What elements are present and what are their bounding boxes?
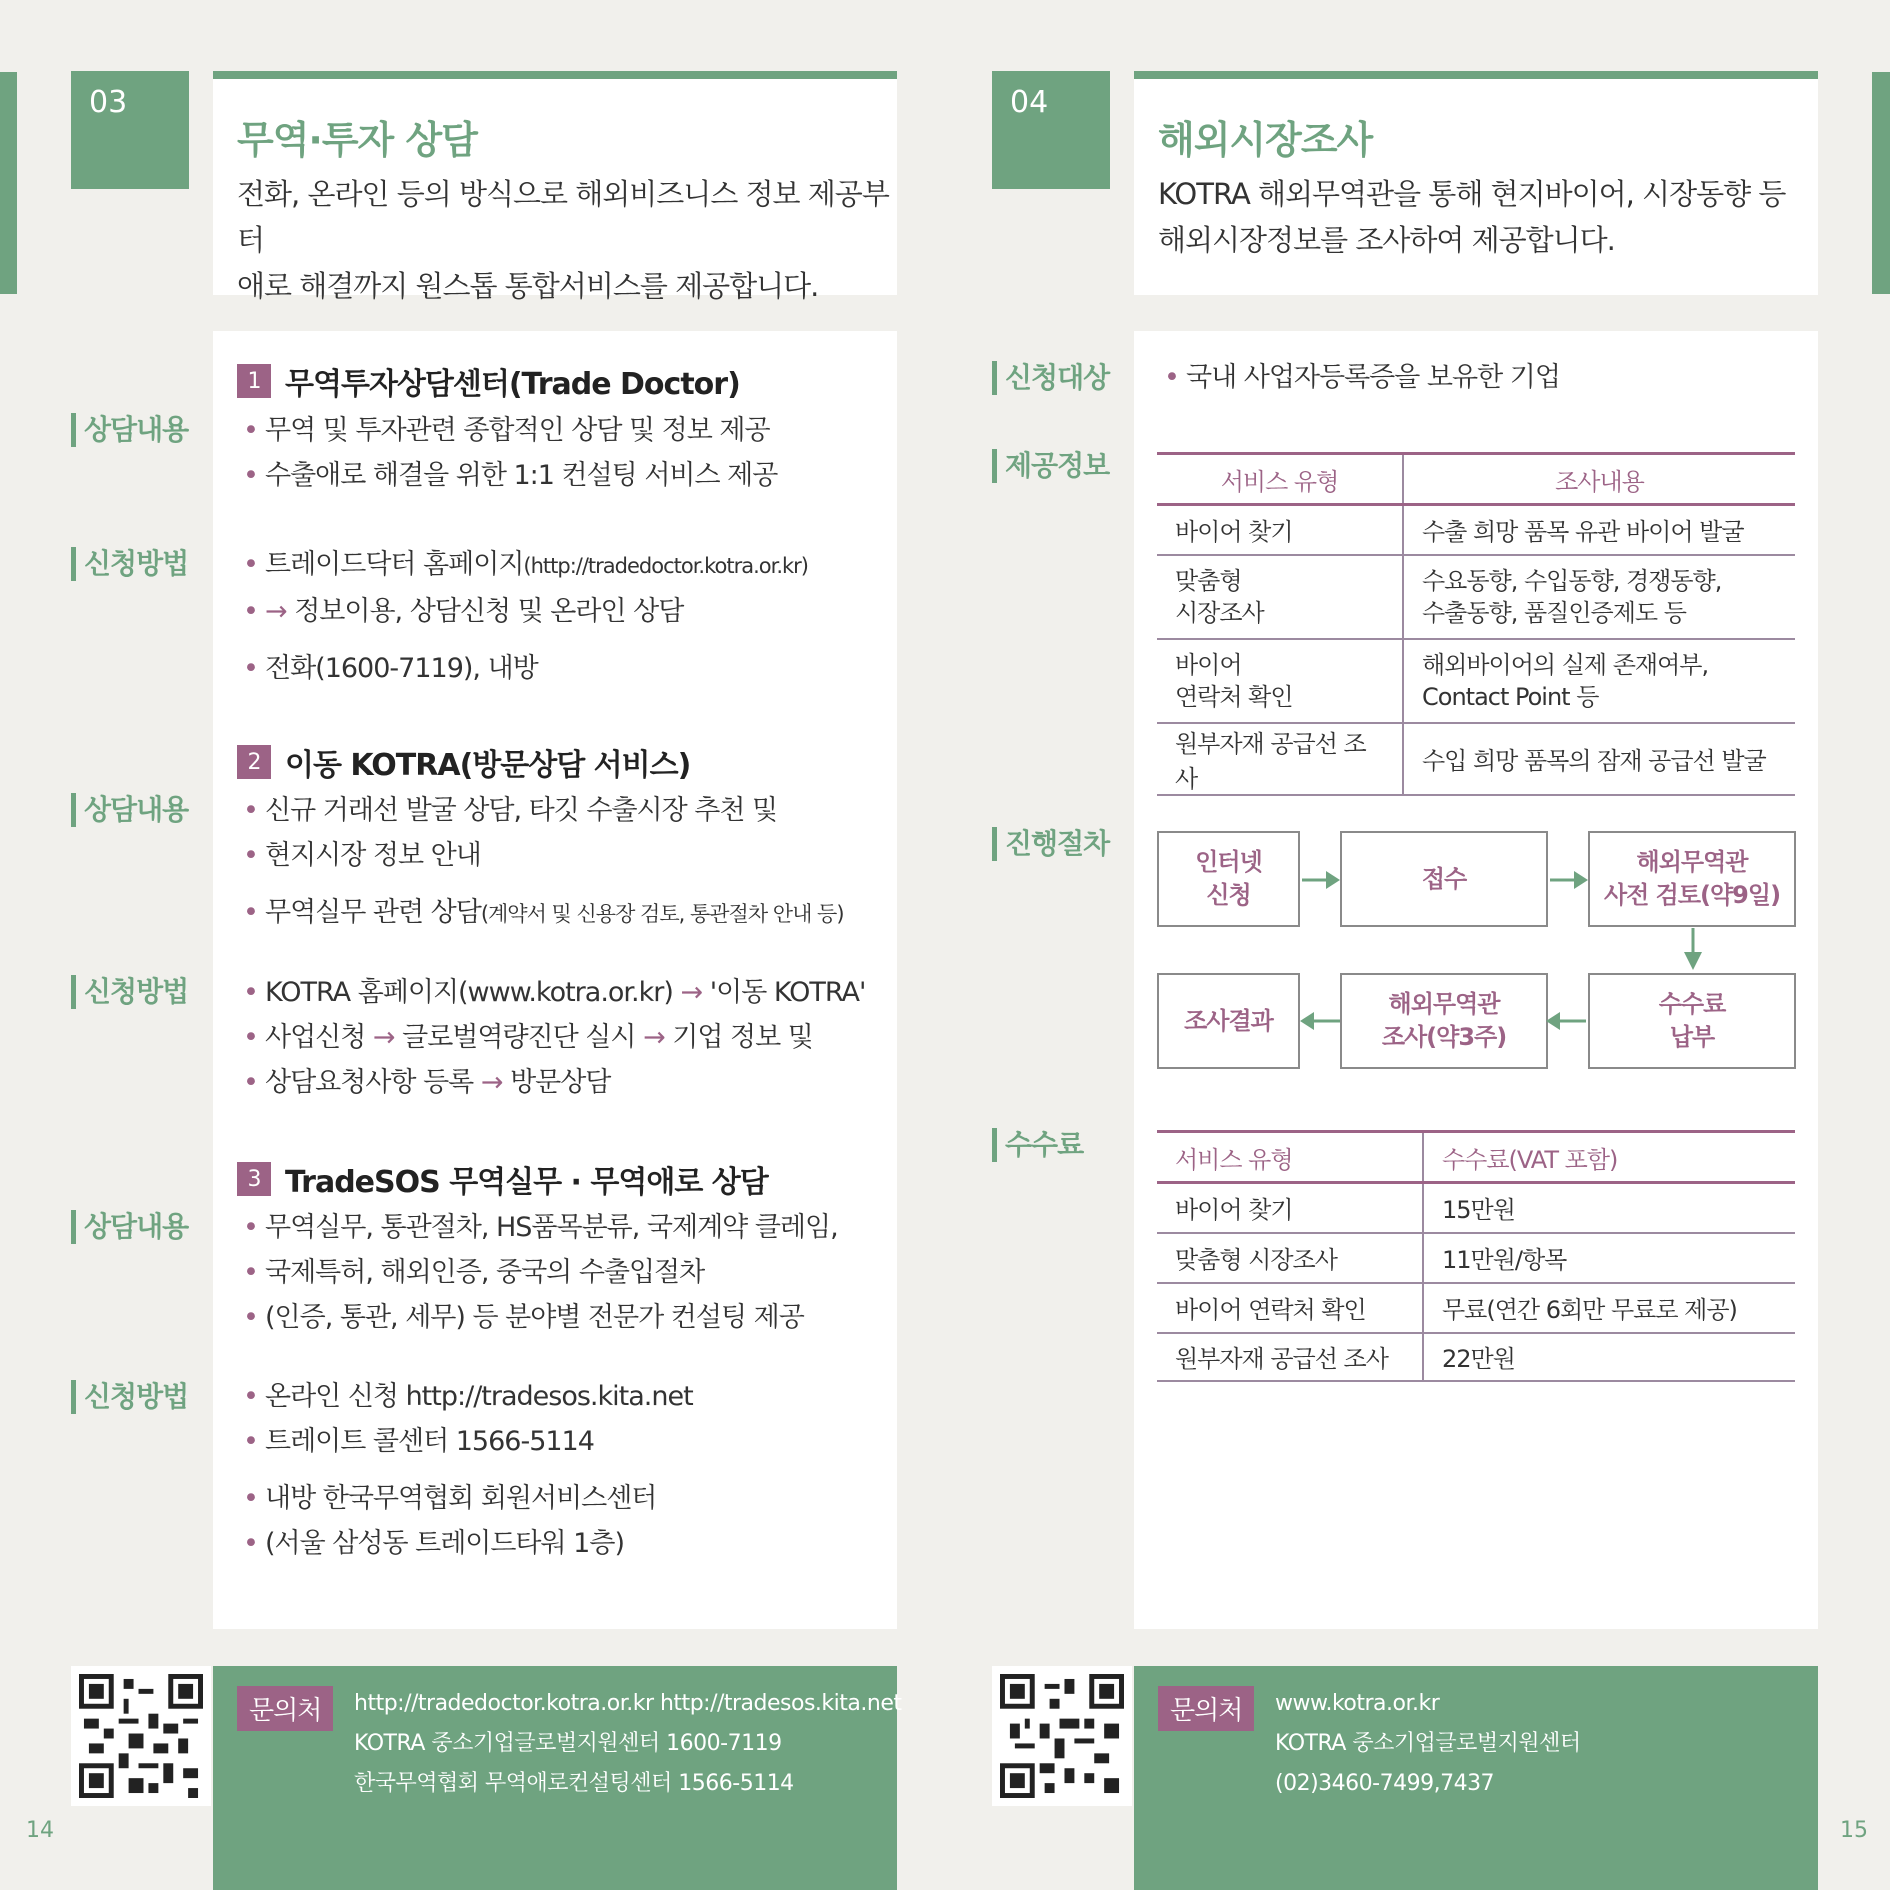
table-cell: 원부자재 공급선 조사 <box>1157 723 1403 795</box>
arrow-left-icon <box>1546 1012 1586 1030</box>
consult-content-list <box>243 788 844 937</box>
apply-method-list <box>243 970 865 1105</box>
list-item: • 수출애로 해결을 위한 1:1 컨설팅 서비스 제공 <box>243 453 777 498</box>
label-consult-content: 상담내용 <box>71 413 188 447</box>
arrow-left-icon <box>1300 1012 1340 1030</box>
item-note: (계약서 및 신용장 검토, 통관절차 안내 등) <box>480 902 844 926</box>
table-cell: 바이어 연락처 확인 <box>1157 639 1403 723</box>
fee-table <box>1157 1130 1795 1382</box>
qr-code-icon[interactable] <box>992 1666 1132 1806</box>
table-cell: 원부자재 공급선 조사 <box>1157 1333 1423 1381</box>
arrow-right-icon <box>1302 871 1340 889</box>
label-fee: 수수료 <box>992 1128 1083 1162</box>
label-apply-method: 신청방법 <box>71 547 188 581</box>
list-item-continuation: • (인증, 통관, 세무) 등 분야별 전문가 컨설팅 제공 <box>243 1295 838 1340</box>
table-row <box>1157 639 1795 723</box>
item-text: 글로벌역량진단 실시 <box>402 1022 636 1053</box>
section-title: 무역투자상담센터(Trade Doctor) <box>285 367 740 402</box>
item-text: 방문상담 <box>510 1067 611 1098</box>
page-title: 무역·투자 상담 <box>237 118 477 162</box>
table-header-row <box>1157 454 1795 505</box>
qr-code-graphic <box>1000 1674 1124 1798</box>
list-item: • 무역 및 투자관련 종합적인 상담 및 정보 제공 <box>243 408 777 453</box>
section-title: 이동 KOTRA(방문상담 서비스) <box>285 748 691 783</box>
section-number: 04 <box>1010 85 1049 120</box>
section-title: TradeSOS 무역실무 · 무역애로 상담 <box>285 1165 768 1200</box>
list-item-continuation: • 현지시장 정보 안내 <box>243 833 844 878</box>
page-description <box>1158 171 1785 263</box>
item-text: 상담요청사항 등록 <box>265 1067 474 1098</box>
item-text: 무역실무 관련 상담 <box>265 897 481 928</box>
header-card <box>213 71 897 303</box>
page-number: 15 <box>1840 1818 1868 1843</box>
list-item <box>243 890 844 937</box>
step-label: 조사결과 <box>1184 1006 1273 1035</box>
section-index: 1 <box>237 364 271 398</box>
table-header-cell: 서비스 유형 <box>1157 1132 1423 1183</box>
step-label: 수수료 납부 <box>1658 990 1726 1051</box>
table-cell: 바이어 찾기 <box>1157 1183 1423 1233</box>
table-cell: 22만원 <box>1423 1333 1795 1381</box>
left-edge-bar <box>0 72 17 294</box>
process-step-result <box>1157 973 1300 1069</box>
contact-line: (02)3460-7499,7437 <box>1275 1771 1495 1796</box>
list-item: • 무역실무, 통관절차, HS품목분류, 국제계약 클레임, <box>243 1205 838 1250</box>
contact-line: KOTRA 중소기업글로벌지원센터 1600-7119 <box>354 1731 782 1756</box>
section-heading-1 <box>237 359 740 403</box>
item-text: KOTRA 홈페이지(www.kotra.or.kr) <box>265 977 673 1008</box>
list-item-continuation: • 국제특허, 해외인증, 중국의 수출입절차 <box>243 1250 838 1295</box>
label-apply-method: 신청방법 <box>71 1380 188 1414</box>
qr-code-graphic <box>79 1674 203 1798</box>
step-label: 인터넷 신청 <box>1195 848 1262 909</box>
list-item <box>243 542 808 589</box>
consult-content-list <box>243 1205 838 1340</box>
contact-label: 문의처 <box>237 1686 333 1731</box>
table-cell: 수출 희망 품목 유관 바이어 발굴 <box>1403 505 1795 555</box>
item-text: 정보이용, 상담신청 및 온라인 상담 <box>294 596 684 627</box>
step-label: 해외무역관 사전 검토(약9일) <box>1603 848 1781 909</box>
section-number-box <box>992 71 1110 189</box>
contact-lines <box>354 1684 901 1804</box>
description-line: KOTRA 해외무역관을 통해 현지바이어, 시장동향 등 <box>1158 177 1786 211</box>
step-label: 해외무역관 조사(약3주) <box>1381 990 1507 1051</box>
table-row <box>1157 1233 1795 1283</box>
description-line: 전화, 온라인 등의 방식으로 해외비즈니스 정보 제공부터 <box>237 177 889 257</box>
page-title: 해외시장조사 <box>1158 118 1373 162</box>
contact-line[interactable]: http://tradedoctor.kotra.or.kr http://tradesos.kita.net <box>354 1691 902 1716</box>
table-cell: 맞춤형 시장조사 <box>1157 1233 1423 1283</box>
homepage-link[interactable]: (http://tradedoctor.kotra.or.kr) <box>523 554 808 578</box>
list-item-continuation <box>243 1060 865 1105</box>
step-label: 접수 <box>1421 864 1467 893</box>
item-text: 트레이드닥터 홈페이지 <box>265 549 524 580</box>
contact-panel <box>1134 1666 1818 1890</box>
table-row <box>1157 723 1795 795</box>
list-item: • 온라인 신청 http://tradesos.kita.net <box>243 1374 693 1419</box>
header-top-line <box>213 71 897 79</box>
label-consult-content: 상담내용 <box>71 793 188 827</box>
list-item: • 전화(1600-7119), 내방 <box>243 646 808 691</box>
arrow-right-icon: → <box>265 596 287 627</box>
process-arrows <box>1290 860 1810 1040</box>
label-target: 신청대상 <box>992 361 1109 395</box>
header-top-line <box>1134 71 1818 79</box>
label-process: 진행절차 <box>992 827 1109 861</box>
contact-line: 한국무역협회 무역애로컨설팅센터 1566-5114 <box>354 1771 794 1796</box>
arrow-right-icon: → <box>480 1067 503 1098</box>
list-item-continuation: • 트레이트 콜센터 1566-5114 <box>243 1419 693 1464</box>
contact-lines <box>1275 1684 1581 1804</box>
table-cell: 바이어 찾기 <box>1157 505 1403 555</box>
list-item-continuation: • (서울 삼성동 트레이드타워 1층) <box>243 1521 693 1566</box>
target-item: • 국내 사업자등록증을 보유한 기업 <box>1164 355 1890 400</box>
contact-panel <box>213 1666 902 1890</box>
header-card <box>1134 71 1818 295</box>
page-number: 14 <box>26 1818 54 1843</box>
table-cell: 수요동향, 수입동향, 경쟁동향, 수출동향, 품질인증제도 등 <box>1403 555 1795 639</box>
list-item-continuation <box>243 589 808 634</box>
section-index: 2 <box>237 745 271 779</box>
table-cell: 맞춤형 시장조사 <box>1157 555 1403 639</box>
table-row <box>1157 505 1795 555</box>
table-cell: 11만원/항목 <box>1423 1233 1795 1283</box>
table-row <box>1157 1333 1795 1381</box>
consult-content-list <box>243 408 777 498</box>
list-item <box>243 970 865 1015</box>
arrow-right-icon: → <box>680 977 703 1008</box>
table-header-cell: 서비스 유형 <box>1157 454 1403 505</box>
contact-line[interactable]: www.kotra.or.kr <box>1275 1691 1440 1716</box>
table-row <box>1157 1183 1795 1233</box>
arrow-down-icon <box>1684 928 1702 970</box>
table-header-cell: 수수료(VAT 포함) <box>1423 1132 1795 1183</box>
label-info: 제공정보 <box>992 449 1109 483</box>
section-heading-3 <box>237 1157 768 1201</box>
description-line: 애로 해결까지 원스톱 통합서비스를 제공합니다. <box>237 269 819 303</box>
table-row <box>1157 555 1795 639</box>
table-cell: 15만원 <box>1423 1183 1795 1233</box>
qr-code-icon[interactable] <box>71 1666 211 1806</box>
table-header-cell: 조사내용 <box>1403 454 1795 505</box>
apply-method-list <box>243 1374 693 1566</box>
section-number-box <box>71 71 189 189</box>
info-table <box>1157 452 1795 796</box>
list-item: • 내방 한국무역협회 회원서비스센터 <box>243 1476 693 1521</box>
table-row <box>1157 1283 1795 1333</box>
right-edge-bar <box>1872 72 1890 294</box>
process-step-apply <box>1157 831 1300 927</box>
description-line: 해외시장정보를 조사하여 제공합니다. <box>1158 223 1615 257</box>
apply-method-list <box>243 542 808 691</box>
arrow-right-icon <box>1550 871 1588 889</box>
item-text: 사업신청 <box>265 1022 366 1053</box>
table-cell: 바이어 연락처 확인 <box>1157 1283 1423 1333</box>
section-number: 03 <box>89 85 128 120</box>
item-text: 기업 정보 및 <box>672 1022 813 1053</box>
label-apply-method: 신청방법 <box>71 975 188 1009</box>
item-text: '이동 KOTRA' <box>709 977 866 1008</box>
contact-line: KOTRA 중소기업글로벌지원센터 <box>1275 1731 1581 1756</box>
list-item-continuation <box>243 1015 865 1060</box>
contact-label: 문의처 <box>1158 1686 1254 1731</box>
table-cell: 무료(연간 6회만 무료로 제공) <box>1423 1283 1795 1333</box>
arrow-right-icon: → <box>643 1022 665 1053</box>
list-item: • 신규 거래선 발굴 상담, 타깃 수출시장 추천 및 <box>243 788 844 833</box>
table-cell: 수입 희망 품목의 잠재 공급선 발굴 <box>1403 723 1795 795</box>
table-cell: 해외바이어의 실제 존재여부, Contact Point 등 <box>1403 639 1795 723</box>
table-header-row <box>1157 1132 1795 1183</box>
page-description <box>237 171 897 309</box>
arrow-right-icon: → <box>372 1022 395 1053</box>
section-heading-2 <box>237 740 690 784</box>
section-index: 3 <box>237 1162 271 1196</box>
label-consult-content: 상담내용 <box>71 1210 188 1244</box>
